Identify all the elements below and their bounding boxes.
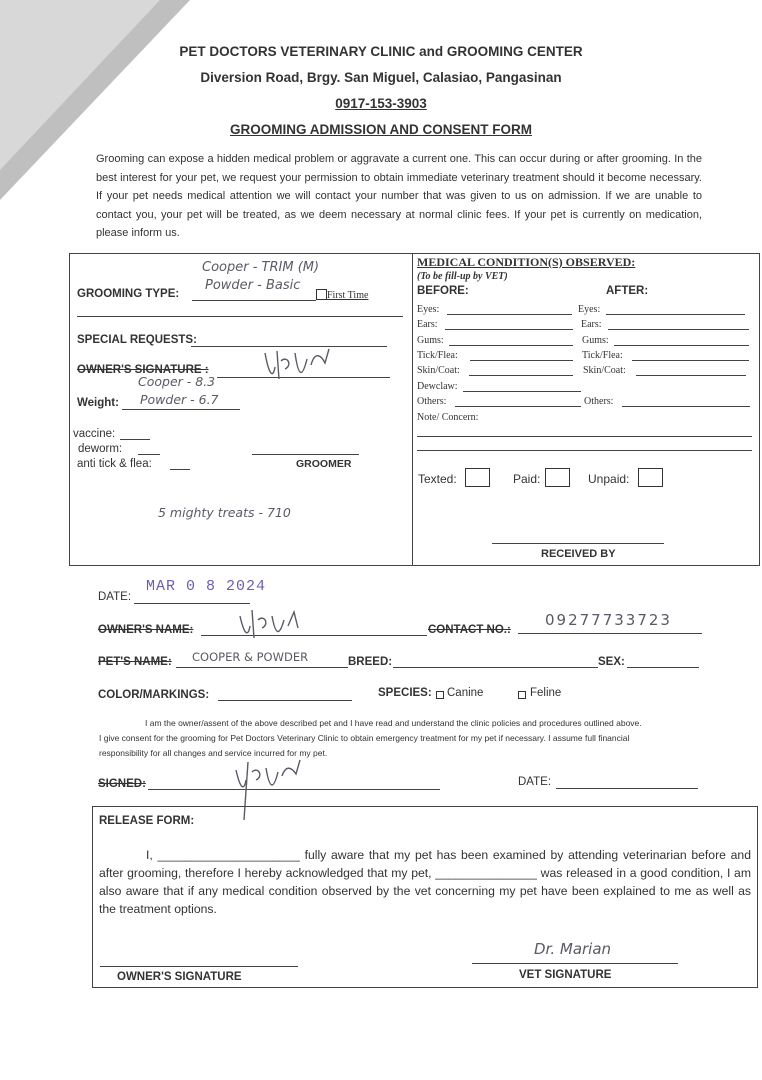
before-label: BEFORE: [417,285,469,297]
owner-signature-label-release: OWNER'S SIGNATURE [117,971,242,983]
before-eyes-line[interactable] [447,314,572,315]
page-corner-fold [0,0,160,170]
before-ears-label: Ears: [417,319,438,330]
pet-name-line[interactable] [176,667,348,668]
owner-signature-scribble [255,345,335,390]
note-concern-label: Note/ Concern: [417,412,479,423]
texted-label: Texted: [418,472,457,486]
clinic-name: PET DOCTORS VETERINARY CLINIC and GROOMING CENTER [179,44,583,59]
feline-checkbox[interactable] [518,691,526,699]
grooming-type-line [192,300,316,301]
sex-line[interactable] [627,667,699,668]
before-skincoat-label: Skin/Coat: [417,365,460,376]
deworm-line[interactable] [138,454,160,455]
after-eyes-line[interactable] [606,314,745,315]
owner-signature-line-release[interactable] [100,966,298,967]
before-tickflea-line[interactable] [470,360,573,361]
grooming-type-value-1: Cooper - TRIM (M) [202,260,320,275]
grooming-type-label: GROOMING TYPE: [77,288,180,300]
before-others-label: Others: [417,396,447,407]
antitick-line[interactable] [170,469,190,470]
paid-label: Paid: [513,472,541,486]
before-gums-label: Gums: [417,335,444,346]
contact-line[interactable] [518,633,702,634]
first-time-checkbox[interactable] [316,289,327,300]
special-requests-label: SPECIAL REQUESTS: [77,334,197,346]
weight-value-2: Powder - 6.7 [140,392,219,407]
form-title: GROOMING ADMISSION AND CONSENT FORM [230,122,532,137]
paid-checkbox[interactable] [545,468,570,487]
groomer-label: GROOMER [296,458,352,470]
received-by-label: RECEIVED BY [541,548,616,560]
sex-label: SEX: [598,656,625,668]
date2-line[interactable] [556,788,698,789]
after-ears-label: Ears: [581,319,602,330]
consent-line-3: responsibility for all changes and service incurred for my pet. [99,748,328,758]
date2-label: DATE: [518,776,552,788]
owner-name-label: OWNER'S NAME: [98,624,194,636]
feline-label: Feline [530,687,562,699]
after-tickflea-label: Tick/Flea: [582,350,623,361]
after-eyes-label: Eyes: [578,304,601,315]
after-skincoat-line[interactable] [636,375,746,376]
date-stamp: MAR 0 8 2024 [146,578,267,595]
antitick-label: anti tick & flea: [77,458,152,470]
texted-checkbox[interactable] [465,468,490,487]
note-line-2[interactable] [417,450,752,451]
weight-value-1: Cooper - 8.3 [138,374,216,389]
date-label: DATE: [98,591,132,603]
medical-condition-title: MEDICAL CONDITION(S) OBSERVED: [417,255,636,269]
first-time-label: First Time [327,290,369,301]
contact-value: 09277733723 [545,611,672,629]
vet-signature-value: Dr. Marian [534,940,612,958]
signed-label: SIGNED: [98,778,146,790]
before-ears-line[interactable] [445,329,573,330]
canine-checkbox[interactable] [436,691,444,699]
after-others-line[interactable] [622,406,750,407]
box-divider [412,254,413,565]
before-others-line[interactable] [455,406,581,407]
species-label: SPECIES: [378,687,432,699]
grooming-extra-line [77,316,403,317]
breed-label: BREED: [348,656,393,668]
contact-label: CONTACT NO.: [428,624,511,636]
breed-line[interactable] [393,667,598,668]
owners-signature-label: OWNER'S SIGNATURE : [77,364,209,376]
before-skincoat-line[interactable] [469,375,573,376]
grooming-type-value-2: Powder - Basic [205,278,301,293]
weight-label: Weight: [77,397,119,409]
deworm-label: deworm: [78,443,123,455]
release-body: I, _____________________ fully aware that my pet has been examined by attending veterinarian before and after grooming, therefore I hereby acknowledged that my pet, _______________ was released in a good condition, I am also aware that if any medical condition observed by the vet concerning my pet have been explained to me as well as the treatment options. [99,848,751,916]
groomer-line[interactable] [252,454,359,455]
vet-signature-label: VET SIGNATURE [519,969,612,981]
consent-line-1: I am the owner/assent of the above described pet and I have read and understand the clinic policies and procedures outlined above. [145,718,642,728]
clinic-phone: 0917-153-3903 [335,96,427,111]
before-dewclaw-label: Dewclaw: [417,381,458,392]
after-skincoat-label: Skin/Coat: [583,365,626,376]
consent-line-2: I give consent for the grooming for Pet Doctors Veterinary Clinic to obtain emergency treatment for my pet if necessary. I assume full financial [99,733,630,743]
before-eyes-label: Eyes: [417,304,440,315]
after-ears-line[interactable] [608,329,749,330]
after-others-label: Others: [584,396,614,407]
after-gums-line[interactable] [614,345,749,346]
canine-label: Canine [447,687,484,699]
date-line[interactable] [134,603,250,604]
note-line-1[interactable] [417,436,752,437]
after-gums-label: Gums: [582,335,609,346]
medical-condition-subtitle: (To be fill-up by VET) [417,271,508,282]
release-form-title: RELEASE FORM: [99,815,195,827]
treats-note: 5 mighty treats - 710 [158,505,291,520]
vaccine-line[interactable] [120,439,150,440]
clinic-address: Diversion Road, Brgy. San Miguel, Calasiao, Pangasinan [200,70,562,85]
after-tickflea-line[interactable] [632,360,749,361]
intro-paragraph: Grooming can expose a hidden medical problem or aggravate a current one. This can occur during or after grooming. In the best interest for your pet, we request your permission to obtain immediate veterinary treatment should it become necessary. If your pet needs medical attention we will contact your number that was given to us on admission. If we are unable to contact you, your pet will be treated, as we deem necessary at normal clinic fees. If your pet is currently on medication, please inform us. [96,153,702,239]
vaccine-label: vaccine: [73,428,116,440]
pet-name-label: PET'S NAME: [98,656,172,668]
color-markings-label: COLOR/MARKINGS: [98,689,210,701]
owner-name-scribble [232,606,312,646]
before-dewclaw-line[interactable] [463,391,581,392]
received-by-line[interactable] [492,543,664,544]
before-tickflea-label: Tick/Flea: [417,350,458,361]
pet-name-value: COOPER & POWDER [192,650,309,664]
unpaid-label: Unpaid: [588,472,630,486]
weight-line [122,409,240,410]
unpaid-checkbox[interactable] [638,468,663,487]
before-gums-line[interactable] [449,345,573,346]
after-label: AFTER: [606,285,649,297]
color-markings-line[interactable] [218,700,352,701]
vet-signature-line[interactable] [472,963,678,964]
